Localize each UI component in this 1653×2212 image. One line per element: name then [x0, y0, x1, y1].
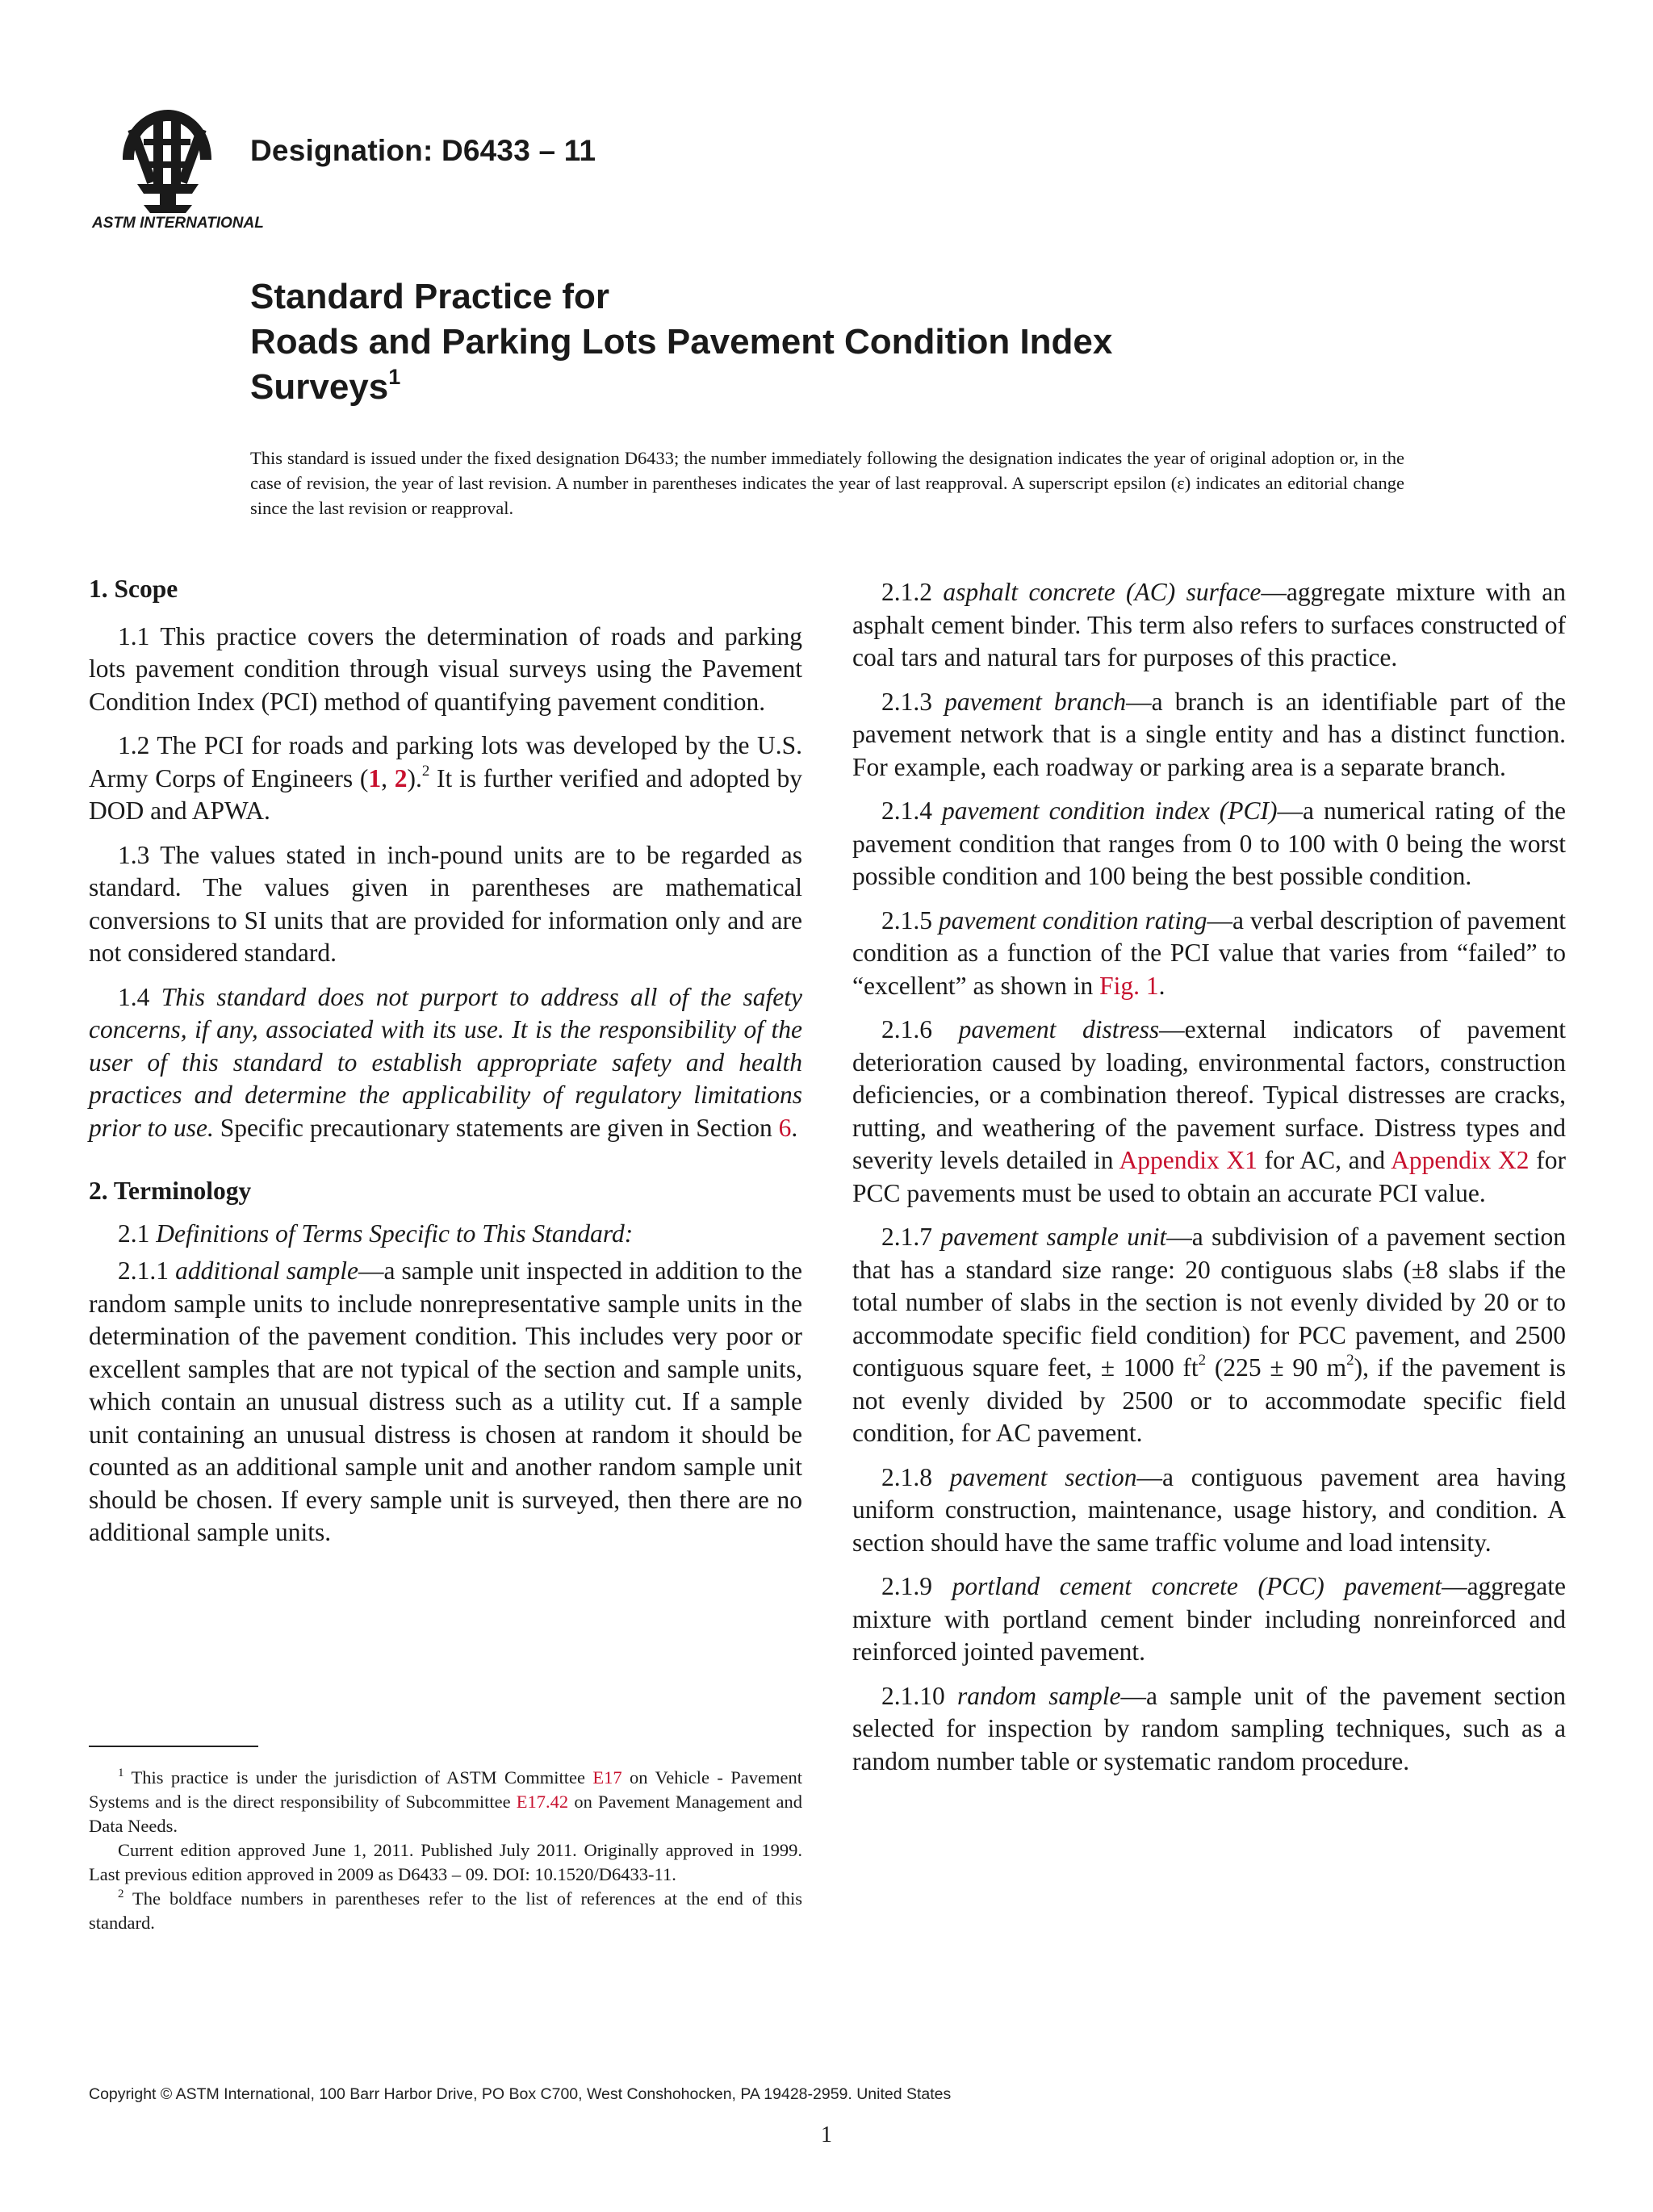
para-1-3: 1.3 The values stated in inch-pound units are to be regarded as standard. The values given in parentheses are mathematical conversions to SI units that are provided for information only and are not considered standard.: [89, 840, 802, 967]
para-2-1-6-end: for PCC pavements must be used to obtain an accurate PCI value.: [852, 1146, 1566, 1207]
para-1-4-end: .: [791, 1113, 798, 1142]
section-2-heading: 2. Terminology: [89, 1177, 252, 1205]
astm-logo: [90, 103, 264, 232]
para-2-1-1-num: 2.1.1: [118, 1257, 176, 1285]
para-2-1-6: [852, 1014, 1566, 1210]
document-title: [250, 274, 1461, 410]
appendix-x2-link[interactable]: Appendix X2: [1391, 1146, 1530, 1174]
para-2-1-4-num: 2.1.4: [881, 797, 942, 825]
para-2-1-7-text-b: (225 ± 90 m: [1206, 1353, 1347, 1382]
para-2-1-5-end: .: [1158, 971, 1165, 1000]
para-2-1-2: [852, 576, 1566, 675]
section-6-link[interactable]: 6: [778, 1113, 792, 1142]
reference-link-2[interactable]: 2: [394, 763, 408, 792]
footnote-2: [89, 1887, 802, 1935]
term-additional-sample: additional sample: [175, 1257, 358, 1285]
para-2-1-7-text-c: ), if the pavement is not evenly divided by 2500 or to accommodate specific field condition, for AC pavement.: [852, 1353, 1567, 1447]
term-condition-rating: pavement condition rating: [938, 905, 1207, 935]
para-2-1-4: [852, 795, 1566, 893]
issuance-note: This standard is issued under the fixed designation D6433; the number immediately following the designation indicates the year of original adoption or, in the case of revision, the year of last revision. A number in parentheses indicates the year of last reapproval. A superscript epsilon (ε) indicates an editorial change since the last revision or reapproval.: [250, 448, 1404, 518]
para-2-1-2-num: 2.1.2: [881, 578, 944, 606]
footnote-divider: [89, 1746, 258, 1747]
committee-e17-link[interactable]: E17: [592, 1767, 622, 1788]
para-2-1-5-text: —a verbal description of pavement condition as a function of the PCI value that varies from “failed” to “excellent” as shown in: [852, 905, 1566, 1000]
left-column: [89, 573, 802, 1561]
para-1-2: [89, 730, 802, 828]
para-2-1-3: [852, 686, 1566, 784]
para-2-1-9-num: 2.1.9: [881, 1572, 952, 1600]
footnotes: [89, 1766, 802, 1935]
para-2-1-4-text: —a numerical rating of the pavement condition that ranges from 0 to 100 with 0 being the worst possible condition and 100 being the best possible condition.: [852, 797, 1566, 890]
para-2-1-7-num: 2.1.7: [881, 1223, 941, 1251]
title-line-1: Standard Practice for: [250, 277, 610, 316]
footnote-edition: Current edition approved June 1, 2011. Published July 2011. Originally approved in 1999. Last previous edition approved in 2009 as D6433 – 09. DOI: 10.1520/D6433-11.: [89, 1840, 802, 1884]
para-1-2-end: It is further verified and adopted by DOD and APWA.: [89, 763, 802, 825]
para-2-1-title: Definitions of Terms Specific to This Standard:: [156, 1219, 634, 1248]
para-2-1-7-text-a: —a subdivision of a pavement section that has a standard size range: 20 contiguous slabs (±8 slabs if the total number of slabs in the section is not evenly divided by 20 or to accommodate specific field condition) for PCC pavement, and 2500 contiguous square feet, ± 1000 ft: [852, 1223, 1567, 1382]
para-2-1-6-text: —external indicators of pavement deterioration caused by loading, environmental factors, construction deficiencies, or a combination thereof. Typical distresses are cracks, rutting, and weathering of the pavement surface. Distress types and severity levels detailed in: [852, 1015, 1566, 1174]
para-1-4: [89, 981, 802, 1145]
term-sample-unit: pavement sample unit: [940, 1223, 1167, 1251]
para-1-1: 1.1 This practice covers the determination of roads and parking lots pavement condition through visual surveys using the Pavement Condition Index (PCI) method of quantifying pavement condition.: [89, 621, 802, 716]
para-2-1-10-num: 2.1.10: [881, 1681, 957, 1710]
para-2-1-9-text: —aggregate mixture with portland cement binder including nonreinforced and reinforced jointed pavement.: [852, 1572, 1566, 1666]
logo-text: ASTM INTERNATIONAL: [92, 215, 264, 232]
designation: Designation: D6433 – 11: [250, 134, 596, 167]
title-footnote-mark: 1: [388, 365, 401, 389]
term-pavement-section: pavement section: [949, 1462, 1137, 1491]
term-pavement-distress: pavement distress: [958, 1015, 1160, 1043]
para-2-1-1-text: —a sample unit inspected in addition to the random sample units to include nonrepresentative sample units in the determination of the pavement condition. This includes very poor or excellent samples that are not typical of the section and sample units, which contain an unusual distress such as a utility cut. If a sample unit containing an unusual distress is chosen at random it should be counted as an additional sample unit and another random sample unit should be chosen. If every sample unit is surveyed, then there are no additional sample units.: [89, 1257, 803, 1546]
para-2-1-10: [852, 1680, 1566, 1779]
term-pcc-pavement: portland cement concrete (PCC) pavement: [952, 1572, 1442, 1600]
reference-link-1[interactable]: 1: [368, 763, 382, 792]
page-number: 1: [821, 2122, 832, 2147]
para-1-2-sep: ,: [381, 763, 395, 792]
para-2-1-1: [89, 1255, 802, 1549]
term-pci: pavement condition index (PCI): [941, 797, 1278, 825]
copyright-line: Copyright © ASTM International, 100 Barr Harbor Drive, PO Box C700, West Conshohocken, PA 19428-2959. United States: [89, 2085, 952, 2103]
para-1-2-text: 1.2 The PCI for roads and parking lots was developed by the U.S. Army Corps of Engineers (: [89, 731, 802, 792]
footnote-mark-2: 2: [421, 762, 430, 780]
footnote-2-text: The boldface numbers in parentheses refer to the list of references at the end of this standard.: [89, 1888, 802, 1933]
title-line-2: Roads and Parking Lots Pavement Condition Index: [250, 322, 1113, 362]
para-1-4-text: Specific precautionary statements are given in Section: [213, 1113, 779, 1142]
term-pavement-branch: pavement branch: [944, 687, 1127, 716]
para-2-1-num: 2.1: [118, 1219, 157, 1248]
para-2-1-7: [852, 1221, 1566, 1450]
footnote-1-mark: 1: [118, 1767, 124, 1779]
para-2-1-5: [852, 905, 1566, 1003]
para-2-1-9: [852, 1570, 1566, 1669]
superscript-squared: 2: [1198, 1352, 1207, 1369]
para-2-1-6-mid: for AC, and: [1257, 1146, 1391, 1174]
para-1-4-num: 1.4: [118, 982, 161, 1011]
footnote-1-text-a: This practice is under the jurisdiction of ASTM Committee: [123, 1767, 593, 1788]
footnote-2-mark: 2: [118, 1888, 124, 1900]
para-2-1-3-text: —a branch is an identifiable part of the pavement network that is a single entity and has a distinct function. For example, each roadway or parking area is a separate branch.: [852, 687, 1567, 781]
footnote-1: [89, 1766, 802, 1838]
term-ac-surface: asphalt concrete (AC) surface: [943, 578, 1262, 606]
subcommittee-e17-42-link[interactable]: E17.42: [516, 1792, 569, 1812]
title-line-3-text: Surveys: [250, 367, 389, 407]
para-2-1-8-text: —a contiguous pavement area having uniform construction, maintenance, usage history, and condition. A section should have the same traffic volume and load intensity.: [852, 1462, 1567, 1557]
para-2-1-8-num: 2.1.8: [881, 1462, 950, 1491]
footnote-1-text-b: on Vehicle - Pavement Systems and is the direct responsibility of Subcommittee: [89, 1767, 802, 1812]
para-2-1-2-text: —aggregate mixture with an asphalt cement binder. This term also refers to surfaces constructed of coal tars and natural tars for purposes of this practice.: [852, 578, 1566, 671]
para-2-1-6-num: 2.1.6: [881, 1015, 959, 1043]
footnote-1-text-c: on Pavement Management and Data Needs.: [89, 1792, 802, 1836]
right-column: [852, 576, 1566, 1789]
para-2-1-10-text: —a sample unit of the pavement section selected for inspection by random sampling techniques, such as a random number table or systematic random procedure.: [852, 1681, 1567, 1775]
title-line-3: [250, 365, 1461, 410]
para-2-1-5-num: 2.1.5: [881, 905, 939, 935]
para-1-2-close: ).: [407, 763, 422, 792]
term-random-sample: random sample: [957, 1681, 1121, 1710]
fig-1-link[interactable]: Fig. 1: [1099, 971, 1159, 1000]
para-2-1: [89, 1218, 802, 1251]
appendix-x1-link[interactable]: Appendix X1: [1119, 1146, 1258, 1174]
superscript-squared: 2: [1346, 1352, 1354, 1369]
safety-statement: This standard does not purport to address all of the safety concerns, if any, associated with its use. It is the responsibility of the user of this standard to establish appropriate safety and health practices and determine the applicability of regulatory limitations prior to use.: [89, 982, 802, 1142]
para-2-1-8: [852, 1461, 1566, 1560]
section-1-heading: 1. Scope: [89, 575, 178, 603]
para-2-1-3-num: 2.1.3: [881, 687, 945, 716]
